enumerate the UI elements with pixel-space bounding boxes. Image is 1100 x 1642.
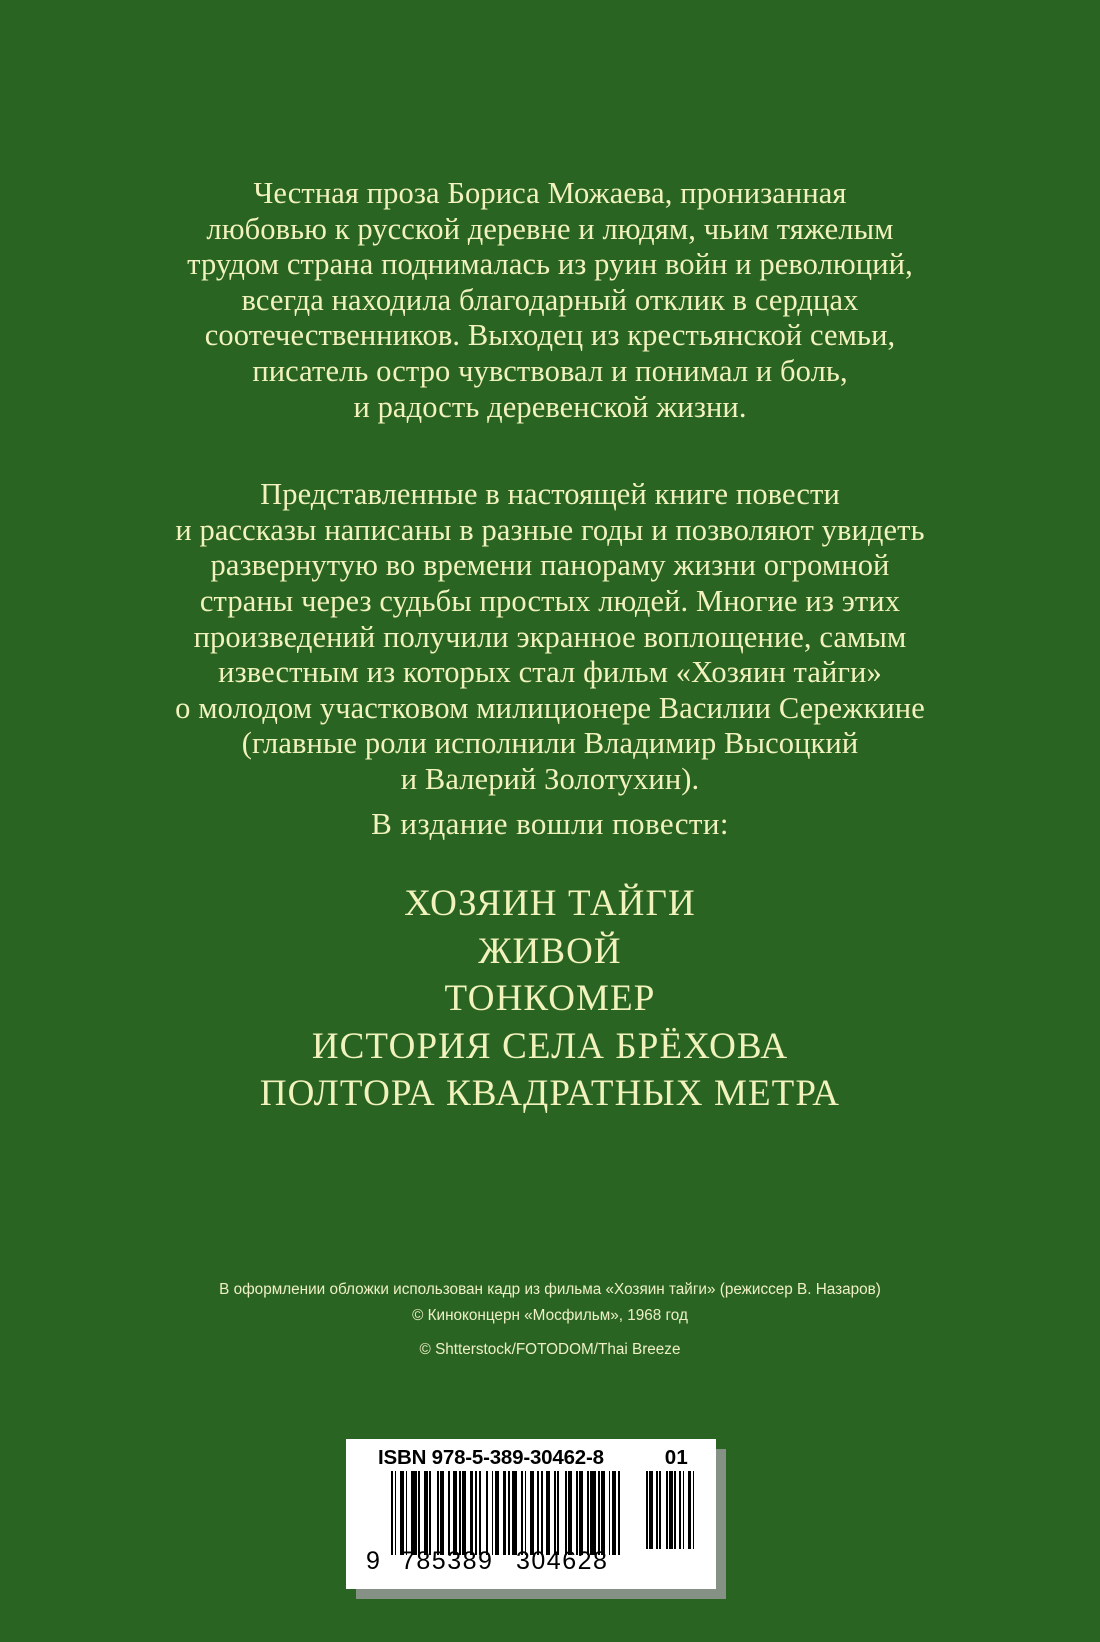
- contents-title-item: ПОЛТОРА КВАДРАТНЫХ МЕТРА: [259, 1073, 841, 1114]
- blurb-line: и радость деревенской жизни.: [353, 389, 747, 424]
- blurb-line: (главные роли исполнили Владимир Высоцкий: [241, 726, 859, 761]
- blurb-line: и Валерий Золотухин).: [400, 761, 700, 796]
- barcode-left-group: 785389: [401, 1547, 494, 1575]
- cover-credits: [0, 1277, 1100, 1363]
- barcode-lead-digit: 9: [366, 1547, 382, 1575]
- blurb-line: известным из которых стал фильм «Хозяин тайги»: [218, 655, 882, 690]
- ean13-bars-icon: [391, 1471, 622, 1555]
- blurb-line: любовью к русской деревне и людям, чьим тяжелым: [206, 211, 894, 246]
- blurb-line: о молодом участковом милиционере Василии Сережкине: [175, 690, 925, 725]
- contents-title-item: ТОНКОМЕР: [444, 978, 656, 1019]
- contents-title-list: [0, 880, 1100, 1118]
- contents-intro: В издание вошли повести:: [371, 806, 729, 841]
- blurb-line: развернутую во времени панораму жизни огромной: [210, 548, 890, 583]
- barcode-right-group: 304628: [516, 1547, 609, 1575]
- blurb-line: и рассказы написаны в разные годы и позволяют увидеть: [175, 512, 925, 547]
- blurb-line: всегда находила благодарный отклик в сердцах: [241, 282, 859, 317]
- credit-line-film: В оформлении обложки использован кадр из фильма «Хозяин тайги» (режиссер В. Назаров): [219, 1281, 881, 1298]
- blurb-paragraph-2: [0, 477, 1100, 797]
- contents-title-item: ИСТОРИЯ СЕЛА БРЁХОВА: [311, 1025, 789, 1067]
- contents-title-item: ЖИВОЙ: [478, 930, 622, 972]
- credit-spacer: [0, 1329, 1100, 1337]
- credit-line-studio: © Киноконцерн «Мосфильм», 1968 год: [412, 1307, 688, 1324]
- isbn-text: ISBN 978-5-389-30462-8: [378, 1446, 604, 1469]
- barcode-digits: [346, 1547, 716, 1577]
- ean5-addon-bars-icon: [646, 1471, 696, 1549]
- credit-line-photo: © Shtterstock/FOTODOM/Thai Breeze: [419, 1341, 681, 1358]
- blurb-line: писатель остро чувствовал и понимал и боль,: [252, 353, 848, 388]
- blurb-text: [0, 176, 1100, 798]
- blurb-paragraph-1: [0, 176, 1100, 425]
- blurb-line: произведений получили экранное воплощение, самым: [193, 619, 907, 654]
- paragraph-spacer: [0, 425, 1100, 477]
- barcode-block: [346, 1439, 716, 1589]
- blurb-line: соотечественников. Выходец из крестьянской семьи,: [204, 318, 896, 353]
- blurb-line: страны через судьбы простых людей. Многие из этих: [199, 583, 901, 618]
- blurb-line: Честная проза Бориса Можаева, пронизанная: [253, 176, 847, 210]
- contents-title-item: ХОЗЯИН ТАЙГИ: [404, 883, 696, 924]
- blurb-line: трудом страна поднималась из руин войн и революций,: [187, 247, 913, 282]
- barcode-label: [346, 1439, 716, 1589]
- blurb-line: Представленные в настоящей книге повести: [260, 477, 840, 512]
- barcode-addon-number: 01: [664, 1446, 688, 1469]
